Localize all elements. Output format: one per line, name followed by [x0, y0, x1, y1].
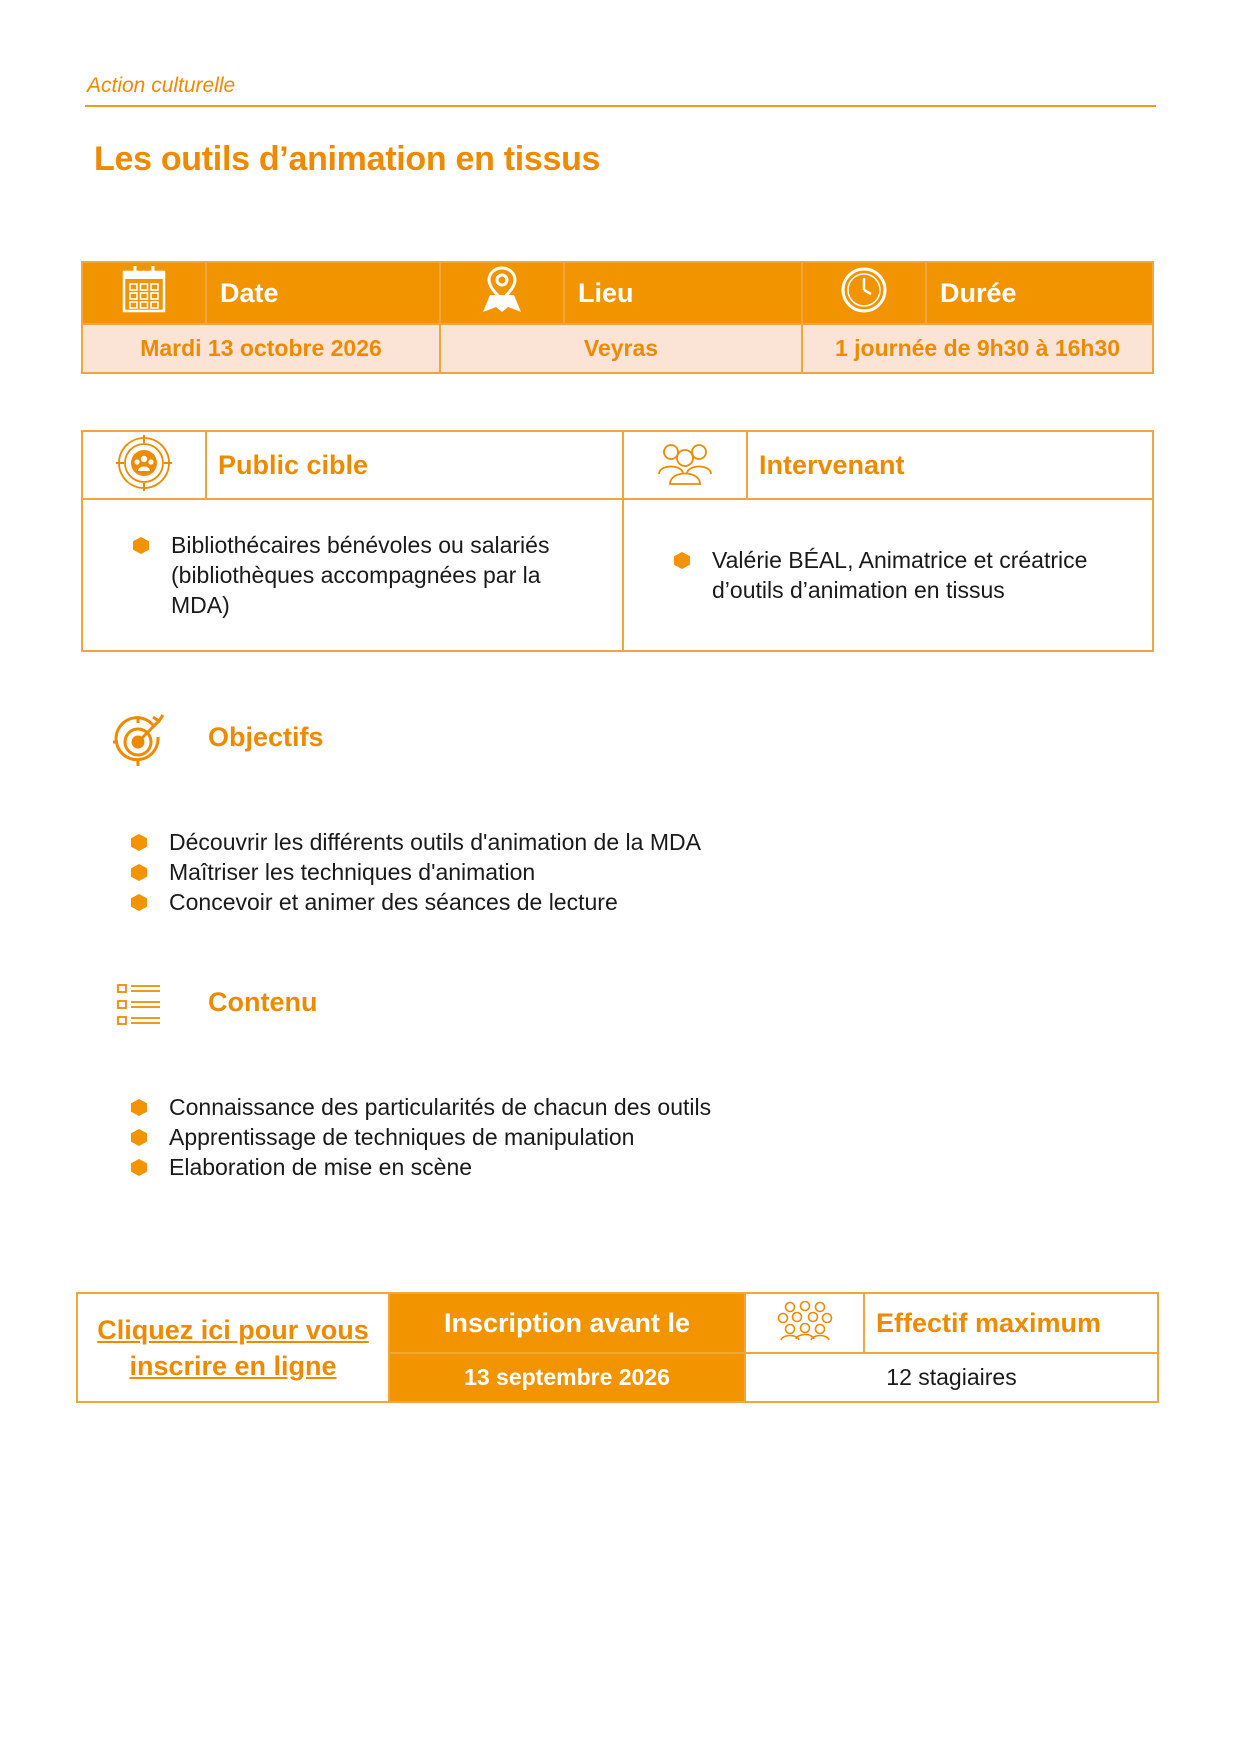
- objective-item: [131, 887, 701, 917]
- group-icon: [656, 440, 714, 486]
- hexagon-bullet-icon: [131, 864, 147, 881]
- audience-item: [133, 530, 592, 620]
- duration-icon-cell: [802, 262, 926, 324]
- objective-text: Concevoir et animer des séances de lecture: [169, 889, 618, 915]
- target-audience-icon: [116, 435, 172, 491]
- date-value: Mardi 13 octobre 2026: [82, 324, 440, 373]
- deadline-value: 13 septembre 2026: [389, 1353, 745, 1402]
- session-info-table: [81, 261, 1154, 374]
- content-text: Elaboration de mise en scène: [169, 1154, 473, 1180]
- audience-speaker-table: [81, 430, 1154, 652]
- content-title: Contenu: [208, 987, 318, 1017]
- hexagon-bullet-icon: [131, 894, 147, 911]
- target-arrow-icon: [113, 713, 167, 767]
- duration-label: Durée: [926, 262, 1153, 324]
- objective-text: Maîtriser les techniques d'animation: [169, 859, 536, 885]
- checklist-icon: [117, 983, 161, 1027]
- calendar-icon: [121, 266, 167, 314]
- register-online-link[interactable]: Cliquez ici pour vous inscrire en ligne: [97, 1314, 369, 1381]
- calendar-icon-cell: [82, 262, 206, 324]
- speaker-icon-cell: [623, 431, 747, 499]
- content-item: [131, 1092, 711, 1122]
- registration-table: [76, 1292, 1159, 1403]
- date-label: Date: [206, 262, 440, 324]
- page-title: Les outils d’animation en tissus: [94, 140, 601, 178]
- objectives-title: Objectifs: [208, 722, 324, 752]
- hexagon-bullet-icon: [131, 1099, 147, 1116]
- speaker-content: [623, 499, 1153, 651]
- clock-icon: [840, 266, 888, 314]
- map-pin-icon: [480, 265, 524, 315]
- capacity-label: Effectif maximum: [864, 1293, 1158, 1353]
- place-label: Lieu: [564, 262, 802, 324]
- audience-list: [133, 530, 592, 620]
- speaker-item-text: Valérie BÉAL, Animatrice et créatrice d’outils d’animation en tissus: [712, 547, 1088, 603]
- duration-value: 1 journée de 9h30 à 16h30: [802, 324, 1153, 373]
- header-divider: [85, 105, 1156, 107]
- speaker-list: [674, 545, 1122, 605]
- capacity-icon-cell: [745, 1293, 864, 1353]
- audience-label: Public cible: [206, 431, 623, 499]
- place-icon-cell: [440, 262, 564, 324]
- audience-icon-cell: [82, 431, 206, 499]
- objective-text: Découvrir les différents outils d'animation de la MDA: [169, 829, 701, 855]
- content-list: [131, 1092, 711, 1182]
- hexagon-bullet-icon: [131, 1159, 147, 1176]
- objective-item: [131, 857, 701, 887]
- content-item: [131, 1152, 711, 1182]
- audience-item-text: Bibliothécaires bénévoles ou salariés (bibliothèques accompagnées par la MDA): [171, 532, 550, 618]
- speaker-label: Intervenant: [747, 431, 1153, 499]
- content-text: Apprentissage de techniques de manipulation: [169, 1124, 635, 1150]
- content-text: Connaissance des particularités de chacun des outils: [169, 1094, 712, 1120]
- objectives-list: [131, 827, 701, 917]
- content-item: [131, 1122, 711, 1152]
- speaker-item: [674, 545, 1122, 605]
- deadline-label: Inscription avant le: [389, 1293, 745, 1353]
- category-label: Action culturelle: [87, 74, 236, 97]
- capacity-value: 12 stagiaires: [745, 1353, 1158, 1402]
- objective-item: [131, 827, 701, 857]
- place-value: Veyras: [440, 324, 802, 373]
- hexagon-bullet-icon: [674, 552, 690, 569]
- hexagon-bullet-icon: [131, 1129, 147, 1146]
- crowd-icon: [777, 1301, 833, 1341]
- registration-link-cell: [77, 1293, 389, 1402]
- hexagon-bullet-icon: [131, 834, 147, 851]
- hexagon-bullet-icon: [133, 537, 149, 554]
- audience-content: [82, 499, 623, 651]
